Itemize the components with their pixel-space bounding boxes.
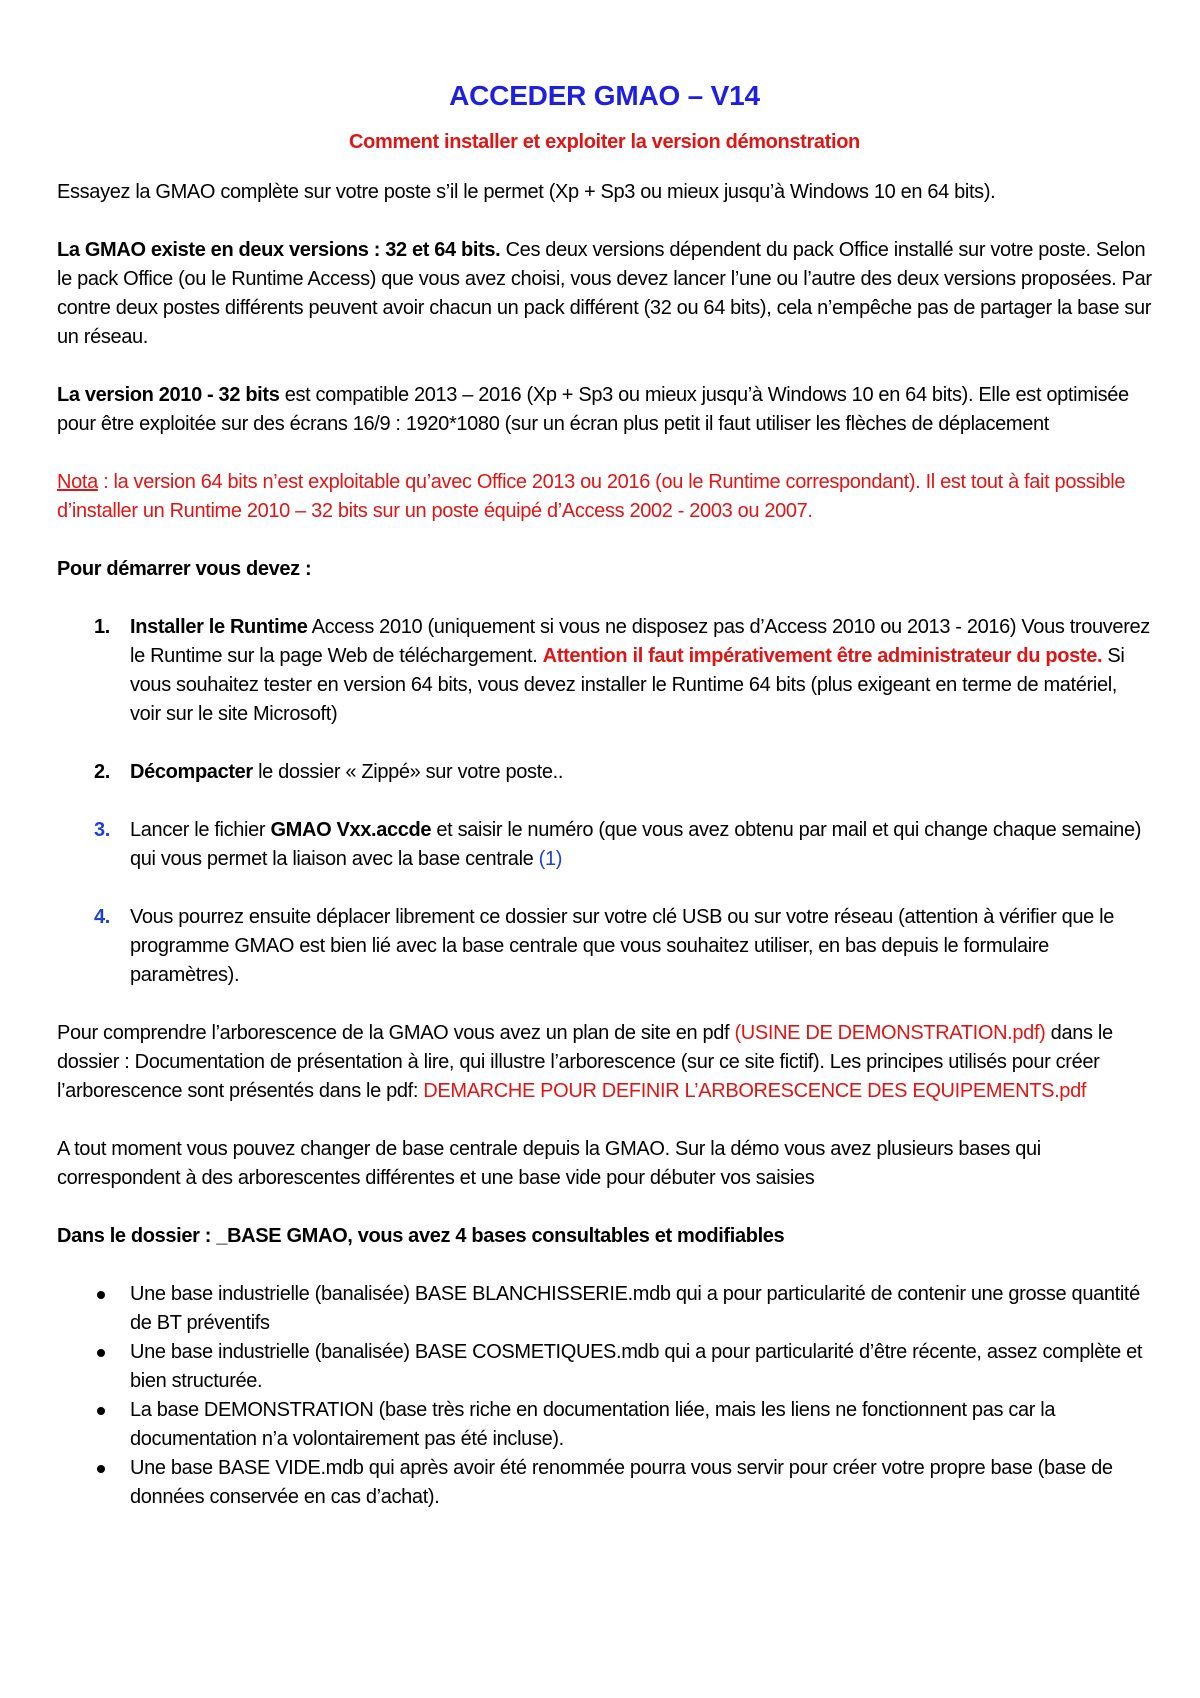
steps-list [57, 613, 1152, 990]
arborescence-paragraph [57, 1019, 1152, 1106]
step-number: 3. [94, 819, 110, 841]
folder-heading-text: Dans le dossier : _BASE GMAO, vous avez 4 bases consultables et modifiables [57, 1225, 785, 1247]
bullet-icon [97, 1407, 105, 1415]
versions-bold: La GMAO existe en deux versions : 32 et 64 bits. [57, 239, 501, 261]
start-heading [57, 555, 1152, 584]
step-3-bold: GMAO Vxx.accde [270, 819, 432, 841]
version-2010-text: est compatible 2013 – 2016 (Xp + Sp3 ou mieux jusqu’à Windows 10 en 64 bits). Elle est optimisée pour être exploitée sur des écrans 16/9 : 1920*1080 (sur un écran plus petit il faut utiliser les flèches de déplacement [57, 384, 1129, 435]
step-2-text: le dossier « Zippé» sur votre poste.. [252, 761, 564, 783]
step-number: 4. [94, 906, 110, 928]
arbo-text-1: Pour comprendre l’arborescence de la GMAO vous avez un plan de site en pdf [57, 1022, 735, 1044]
step-number: 2. [94, 761, 110, 783]
list-item [57, 758, 1152, 787]
start-heading-text: Pour démarrer vous devez : [57, 558, 312, 580]
step-2-bold: Décompacter [130, 761, 253, 783]
nota-paragraph [57, 468, 1152, 526]
list-item [57, 816, 1152, 874]
list-item [57, 903, 1152, 990]
step-1-bold: Installer le Runtime [130, 616, 308, 638]
step-number: 1. [94, 616, 110, 638]
bullet-icon [97, 1465, 105, 1473]
versions-text: Ces deux versions dépendent du pack Office installé sur votre poste. Selon le pack Office (ou le Runtime Access) que vous avez choisi, vous devez lancer l’une ou l’autre des deux versions proposées. Par contre deux postes différents peuvent avoir chacun un pack différent (32 ou 64 bits), cela n’empêche pas de partager la base sur un réseau. [57, 239, 1152, 348]
step-4-text: Vous pourrez ensuite déplacer librement ce dossier sur votre clé USB ou sur votre réseau (attention à vérifier que le programme GMAO est bien lié avec la base centrale que vous souhaitez utiliser, en bas depuis le formulaire paramètres). [130, 906, 1115, 986]
version-2010-paragraph [57, 381, 1152, 439]
list-item [57, 1338, 1152, 1396]
versions-paragraph [57, 236, 1152, 352]
document-subtitle: Comment installer et exploiter la version démonstration [349, 131, 860, 153]
step-3-pre: Lancer le fichier [130, 819, 271, 841]
nota-label: Nota [57, 471, 98, 493]
nota-text: : la version 64 bits n’est exploitable qu’avec Office 2013 ou 2016 (ou le Runtime correspondant). Il est tout à fait possible d’installer un Runtime 2010 – 32 bits sur un poste équipé d’Access 2002 - 2003 ou 2007. [57, 471, 1126, 522]
intro-paragraph: Essayez la GMAO complète sur votre poste s’il le permet (Xp + Sp3 ou mieux jusqu’à Windows 10 en 64 bits). [57, 181, 996, 203]
version-2010-bold: La version 2010 - 32 bits [57, 384, 280, 406]
bases-list [57, 1280, 1152, 1512]
folder-heading [57, 1222, 1152, 1251]
arbo-pdf-2: DEMARCHE POUR DEFINIR L’ARBORESCENCE DES EQUIPEMENTS.pdf [423, 1080, 1087, 1102]
base-item-text: La base DEMONSTRATION (base très riche en documentation liée, mais les liens ne fonctionnent pas car la documentation n’a volontairement pas été incluse). [130, 1399, 1056, 1450]
base-item-text: Une base industrielle (banalisée) BASE BLANCHISSERIE.mdb qui a pour particularité de contenir une grosse quantité de BT préventifs [130, 1283, 1140, 1334]
arbo-text-2: dans le dossier : Documentation de présentation à lire, qui illustre l’arborescence (sur ce site fictif). Les principes utilisés pour créer l’arborescence sont présentés dans le pdf: [57, 1022, 1113, 1102]
step-1-warning: Attention il faut impérativement être administrateur du poste. [542, 645, 1103, 667]
list-item [57, 613, 1152, 729]
step-1-text-2: Si vous souhaitez tester en version 64 bits, vous devez installer le Runtime 64 bits (plus exigeant en terme de matériel, voir sur le site Microsoft) [130, 645, 1125, 725]
base-item-text: Une base BASE VIDE.mdb qui après avoir été renommée pourra vous servir pour créer votre propre base (base de données conservée en cas d’achat). [130, 1457, 1113, 1508]
bullet-icon [97, 1291, 105, 1299]
document-title: ACCEDER GMAO – V14 [449, 80, 760, 111]
list-item [57, 1454, 1152, 1512]
list-item [57, 1396, 1152, 1454]
arbo-pdf-1: (USINE DE DEMONSTRATION.pdf) [734, 1022, 1046, 1044]
base-item-text: Une base industrielle (banalisée) BASE COSMETIQUES.mdb qui a pour particularité d’être récente, assez complète et bien structurée. [130, 1341, 1143, 1392]
bullet-icon [97, 1349, 105, 1357]
step-3-text: et saisir le numéro (que vous avez obtenu par mail et qui change chaque semaine) qui vous permet la liaison avec la base centrale [130, 819, 1142, 870]
step-1-text: Access 2010 (uniquement si vous ne disposez pas d’Access 2010 ou 2013 - 2016) Vous trouverez le Runtime sur la page Web de téléchargement. [130, 616, 1150, 667]
list-item [57, 1280, 1152, 1338]
step-3-ref: (1) [538, 848, 563, 870]
change-base-paragraph: A tout moment vous pouvez changer de base centrale depuis la GMAO. Sur la démo vous avez plusieurs bases qui correspondent à des arborescentes différentes et une base vide pour débuter vos saisies [57, 1138, 1041, 1189]
